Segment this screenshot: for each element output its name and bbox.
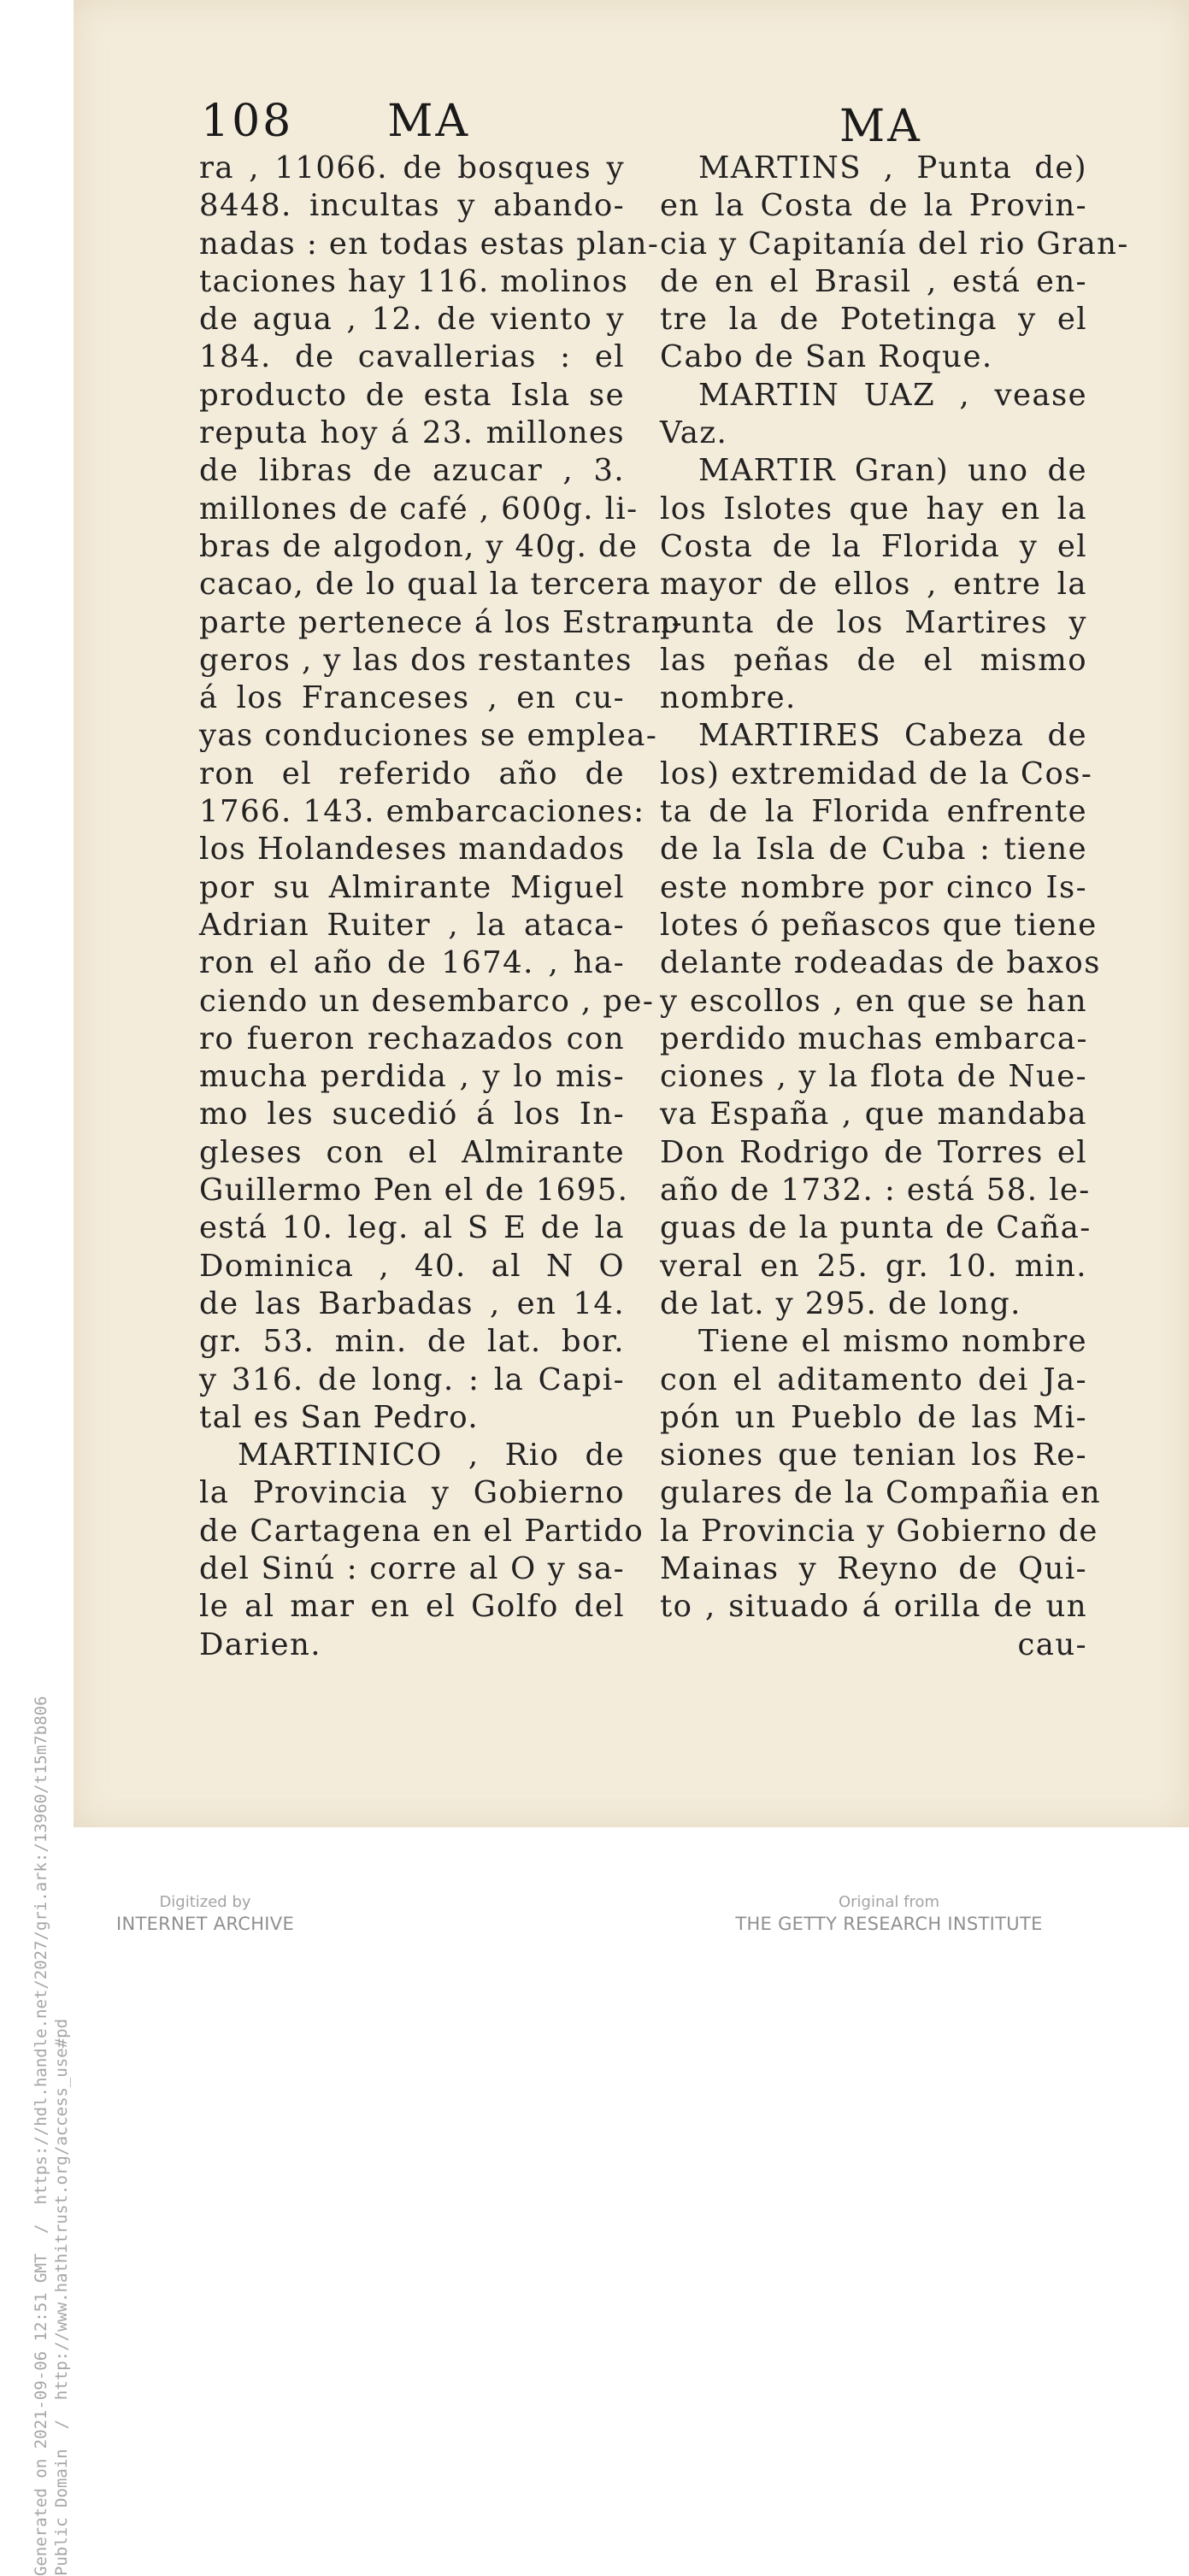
text-line: ciendo un desembarco , pe- (199, 983, 655, 1019)
text-line: ro fueron rechazados con (199, 1020, 625, 1056)
text-line: parte pertenece á los Estran- (199, 604, 684, 640)
original-from-label: Original from (838, 1893, 940, 1911)
text-line: mucha perdida , y lo mis- (199, 1059, 625, 1095)
text-line: perdido muchas embarca- (660, 1020, 1088, 1056)
text-line: de las Barbadas , en 14. (199, 1285, 625, 1321)
text-line: lotes ó peñascos que tiene (660, 907, 1098, 943)
text-line: punta de los Martires y (660, 604, 1087, 640)
text-line: ron el referido año de (199, 756, 625, 791)
text-line: de libras de azucar , 3. (199, 453, 625, 489)
text-line: MARTIN UAZ , vease (698, 377, 1087, 413)
text-line: MARTIR Gran) uno de (698, 453, 1087, 489)
text-line: la Provincia y Gobierno de (660, 1513, 1098, 1549)
text-line: Tiene el mismo nombre (698, 1324, 1087, 1360)
text-line: de agua , 12. de viento y (199, 302, 625, 338)
text-line: MARTINICO , Rio de (238, 1438, 625, 1473)
stamp-line-1: Generated on 2021-09-06 12:51 GMT / https://hdl.handle.net/2027/gri.ark:/13960/t15m7b806 (32, 1696, 50, 2576)
left-text-column (199, 150, 684, 1664)
text-line: le al mar en el Golfo del (199, 1589, 625, 1625)
text-line: de en el Brasil , está en- (660, 263, 1087, 299)
text-line: 184. de cavallerias : el (199, 339, 625, 375)
text-line: de Cartagena en el Partido (199, 1513, 645, 1549)
text-line: mayor de ellos , entre la (660, 567, 1087, 603)
text-line: 8448. incultas y abando- (199, 188, 625, 224)
text-line: delante rodeadas de baxos (660, 945, 1101, 981)
text-line: Darien. (199, 1626, 321, 1662)
text-line: Guillermo Pen el de 1695. (199, 1173, 629, 1209)
page-header-left (201, 96, 470, 147)
text-line: nadas : en todas estas plan- (199, 226, 660, 262)
digitized-by-label: Digitized by (159, 1893, 251, 1911)
text-line: mo les sucedió á los In- (199, 1097, 625, 1132)
text-line: Mainas y Reyno de Qui- (660, 1550, 1087, 1586)
text-line: va España , que mandaba (660, 1097, 1087, 1132)
text-line: veral en 25. gr. 10. min. (660, 1248, 1087, 1284)
text-line: del Sinú : corre al O y sa- (199, 1550, 625, 1586)
text-line: gulares de la Compañia en (660, 1475, 1102, 1511)
text-line: con el aditamento dei Ja- (660, 1362, 1087, 1397)
text-line: los Islotes que hay en la (660, 491, 1087, 526)
running-head-left: MA (387, 96, 471, 147)
text-line: ciones , y la flota de Nue- (660, 1059, 1087, 1095)
text-line: de lat. y 295. de long. (660, 1285, 1021, 1321)
text-line: reputa hoy á 23. millones (199, 415, 625, 451)
text-line: este nombre por cinco Is- (660, 869, 1087, 905)
text-line: MARTIRES Cabeza de (698, 718, 1087, 754)
text-line: los) extremidad de la Cos- (660, 756, 1093, 791)
text-line: cacao, de lo qual la tercera (199, 567, 651, 603)
text-line: millones de café , 600g. li- (199, 491, 639, 526)
text-line: tal es San Pedro. (199, 1399, 480, 1435)
text-line: año de 1732. : está 58. le- (660, 1173, 1091, 1209)
text-line: ra , 11066. de bosques y (199, 150, 625, 185)
text-line: está 10. leg. al S E de la (199, 1210, 625, 1246)
text-line: en la Costa de la Provin- (660, 188, 1087, 224)
stamp-line-2: Public Domain / http://www.hathitrust.org/access_use#pd (52, 2018, 71, 2576)
text-line: de la Isla de Cuba : tiene (660, 832, 1087, 867)
text-line: la Provincia y Gobierno (199, 1475, 625, 1511)
text-line: pón un Pueblo de las Mi- (660, 1399, 1087, 1435)
text-line: Dominica , 40. al N O (199, 1248, 625, 1284)
right-text-column (660, 150, 1129, 1664)
text-line: tre la de Potetinga y el (660, 302, 1087, 338)
text-line: geros , y las dos restantes (199, 642, 633, 678)
text-line: Adrian Ruiter , la ataca- (199, 907, 625, 943)
text-line: nombre. (660, 680, 797, 716)
text-line: gr. 53. min. de lat. bor. (199, 1324, 625, 1360)
text-line: gleses con el Almirante (199, 1134, 625, 1170)
text-line: Vaz. (660, 415, 728, 451)
text-line: Cabo de San Roque. (660, 339, 993, 375)
text-line: á los Franceses , en cu- (199, 680, 625, 716)
side-strip (0, 0, 74, 2576)
text-line: y escollos , en que se han (660, 983, 1087, 1019)
text-line: to , situado á orilla de un (660, 1589, 1087, 1625)
text-line: producto de esta Isla se (199, 377, 625, 413)
text-line: los Holandeses mandados (199, 832, 626, 867)
text-line: taciones hay 116. molinos (199, 263, 629, 299)
text-line: yas conduciones se emplea- (199, 718, 658, 754)
text-line: y 316. de long. : la Capi- (199, 1362, 625, 1397)
text-line: MARTINS , Punta de) (698, 150, 1087, 185)
text-line: cia y Capitanía del rio Gran- (660, 226, 1129, 262)
text-line: guas de la punta de Caña- (660, 1210, 1092, 1246)
text-line: 1766. 143. embarcaciones: (199, 794, 645, 830)
text-line: siones que tenian los Re- (660, 1438, 1087, 1473)
text-line: Don Rodrigo de Torres el (660, 1134, 1087, 1170)
digitized-by-value: INTERNET ARCHIVE (115, 1914, 295, 1934)
text-line: por su Almirante Miguel (199, 869, 625, 905)
text-line: cau- (1017, 1626, 1087, 1662)
text-line: bras de algodon, y 40g. de (199, 528, 639, 564)
text-line: las peñas de el mismo (660, 642, 1087, 678)
running-head-right: MA (839, 101, 922, 152)
original-from-value: THE GETTY RESEARCH INSTITUTE (735, 1914, 1043, 1934)
text-line: ta de la Florida enfrente (660, 794, 1087, 830)
text-line: Costa de la Florida y el (660, 528, 1087, 564)
page-number: 108 (201, 96, 294, 147)
provenance-stamp (31, 696, 72, 2576)
text-line: ron el año de 1674. , ha- (199, 945, 625, 981)
